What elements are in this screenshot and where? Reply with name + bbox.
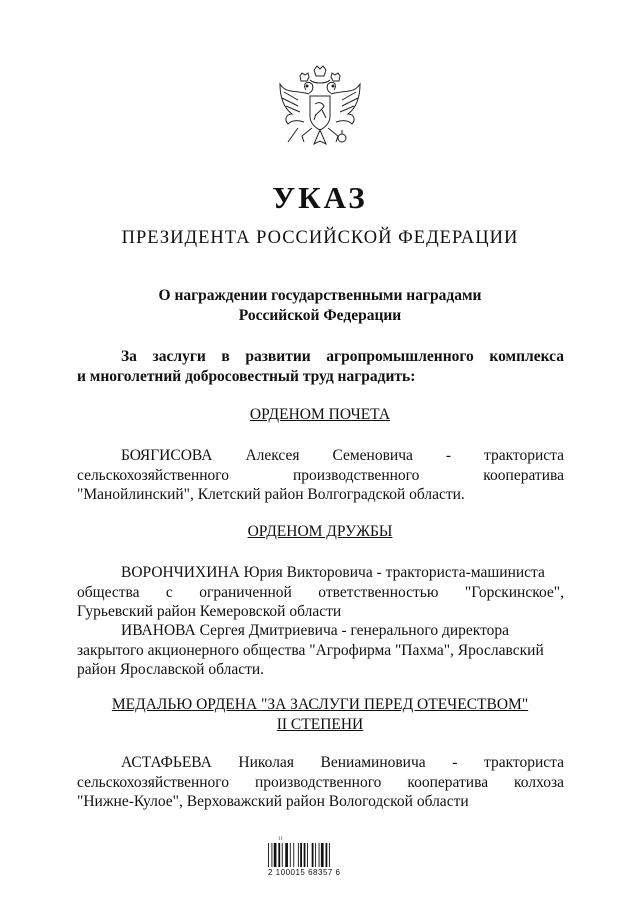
document-subtitle: ПРЕЗИДЕНТА РОССИЙСКОЙ ФЕДЕРАЦИИ xyxy=(121,228,519,248)
award-entry xyxy=(77,446,564,505)
barcode-bar xyxy=(268,843,269,867)
entry-line xyxy=(77,773,564,793)
barcode-bar xyxy=(312,843,314,867)
barcode xyxy=(258,835,368,885)
word: производственного xyxy=(292,466,420,484)
word: Вениаминовича xyxy=(320,754,426,771)
entry-line: "Нижне-Кулое", Верховажский район Вологодской области xyxy=(77,793,469,810)
word: За xyxy=(121,348,137,365)
word: БОЯГИСОВА xyxy=(121,447,213,464)
word: колхоза xyxy=(514,773,564,791)
barcode-number: 2 100015 68357 6 xyxy=(268,868,341,877)
decree-intro xyxy=(77,347,564,387)
word: ответственностью xyxy=(318,583,439,601)
barcode-bar xyxy=(274,843,277,867)
word: сельскохозяйственного xyxy=(77,773,230,791)
word: тракториста xyxy=(483,447,564,464)
decree-intro-line xyxy=(77,347,564,367)
section-title xyxy=(0,695,640,735)
entry-line xyxy=(77,583,564,603)
word: тракториста xyxy=(483,754,564,771)
award-entry xyxy=(77,621,564,680)
word: в xyxy=(221,348,230,365)
barcode-bar xyxy=(285,843,288,867)
word: "Горскинское", xyxy=(464,583,564,601)
barcode-bar xyxy=(290,843,291,867)
svg-text:⌇⌇: ⌇⌇ xyxy=(278,836,283,842)
entry-line xyxy=(77,753,564,773)
barcode-bar xyxy=(315,843,316,867)
barcode-bar xyxy=(307,843,308,867)
barcode-bar xyxy=(293,843,294,867)
barcode-bar xyxy=(326,843,328,867)
section-title-line: II СТЕПЕНИ xyxy=(276,716,364,733)
word: кооператива xyxy=(407,773,489,791)
decree-intro-line: и многолетний добросовестный труд наградить: xyxy=(77,368,416,385)
barcode-bar xyxy=(304,843,306,867)
award-entry xyxy=(77,563,564,622)
word: Семеновича xyxy=(332,447,413,464)
word: заслуги xyxy=(152,348,206,365)
word: ограниченной xyxy=(199,583,292,601)
entry-line: район Ярославской области. xyxy=(77,661,265,678)
entry-line xyxy=(77,466,564,486)
entry-line: Гурьевский район Кемеровской области xyxy=(77,603,342,620)
section-title: ОРДЕНОМ ПОЧЕТА xyxy=(249,406,391,423)
word: общества xyxy=(77,583,140,601)
entry-line: ИВАНОВА Сергея Дмитриевича - генерального директора xyxy=(121,622,510,639)
word: агропромышленного xyxy=(326,348,474,365)
entry-line: ВОРОНЧИХИНА Юрия Викторовича - тракториста-машиниста xyxy=(121,564,545,581)
entry-line: "Манойлинский", Клетский район Волгоградской области. xyxy=(77,486,465,503)
coat-of-arms-emblem xyxy=(274,64,366,160)
decree-heading xyxy=(0,286,640,326)
barcode-bar xyxy=(271,843,272,867)
barcode-bar xyxy=(282,843,283,867)
entry-line: закрытого акционерного общества "Агрофирма "Пахма", Ярославский xyxy=(77,641,544,659)
barcode-bar xyxy=(319,843,320,867)
entry-line xyxy=(77,446,564,466)
award-entry xyxy=(77,753,564,812)
barcode-bar xyxy=(300,843,302,867)
word: сельскохозяйственного xyxy=(77,466,230,484)
word: развитии xyxy=(245,348,311,365)
decree-heading-line: Российской Федерации xyxy=(238,307,402,324)
section-title-line: МЕДАЛЬЮ ОРДЕНА "ЗА ЗАСЛУГИ ПЕРЕД ОТЕЧЕСТВОМ" xyxy=(111,696,529,713)
barcode-bar xyxy=(321,843,324,867)
barcode-bar xyxy=(329,843,330,867)
word: Николая xyxy=(238,754,294,771)
barcode-bar xyxy=(298,843,299,867)
document-title: УКАЗ xyxy=(272,180,368,215)
decree-heading-line: О награждении государственными наградами xyxy=(158,287,482,304)
word: Алексея xyxy=(245,447,300,464)
word: АСТАФЬЕВА xyxy=(121,754,212,771)
word: кооператива xyxy=(483,466,564,484)
word: комплекса xyxy=(489,348,564,365)
word: производственного xyxy=(254,773,382,791)
word: с xyxy=(165,583,173,601)
word: - xyxy=(452,754,458,771)
section-title: ОРДЕНОМ ДРУЖБЫ xyxy=(247,523,393,540)
barcode-bar xyxy=(278,843,280,867)
word: - xyxy=(445,447,452,464)
